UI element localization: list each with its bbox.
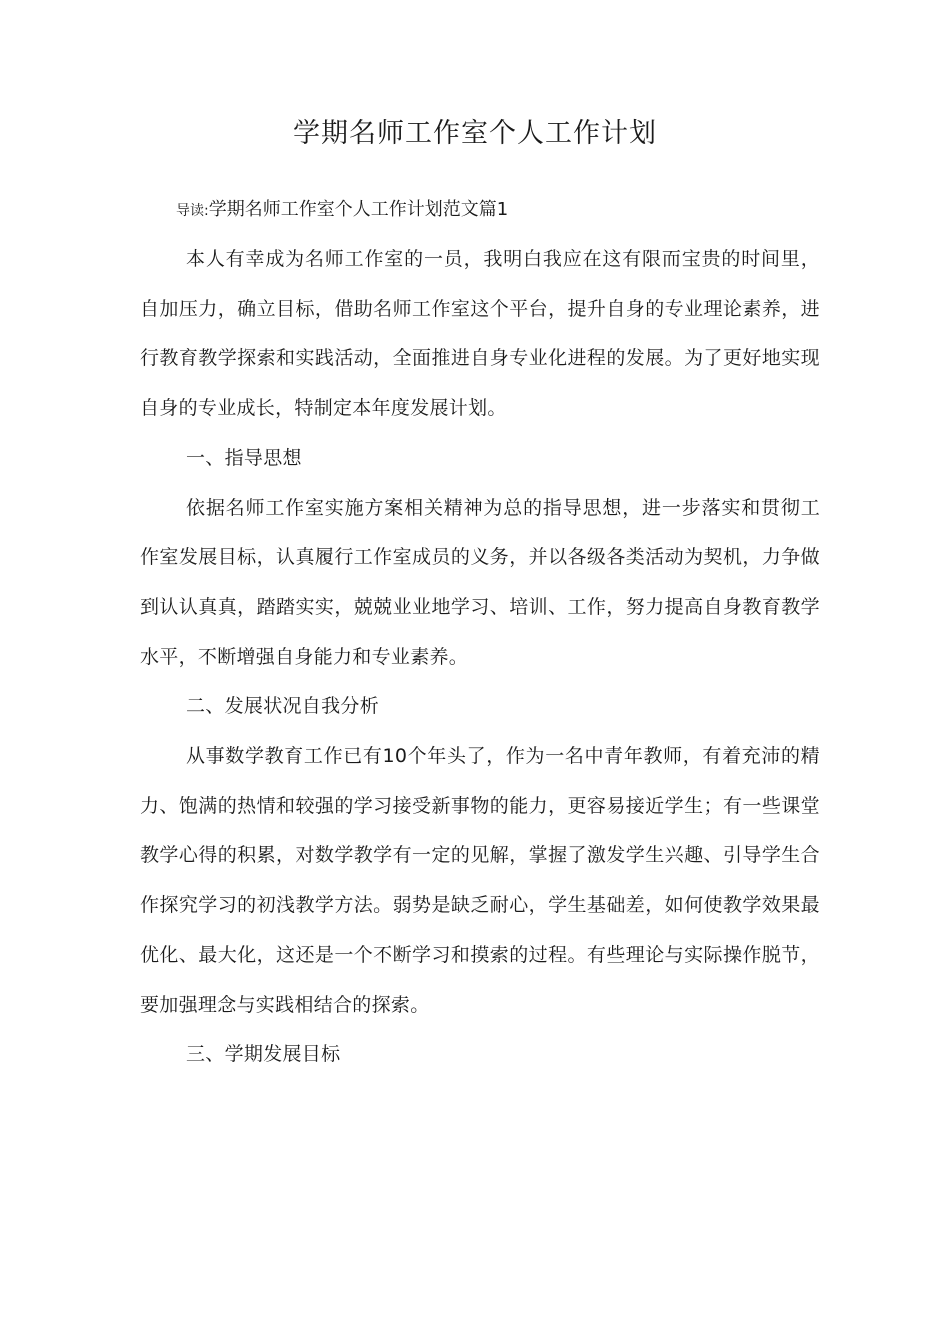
intro-text: 学期名师工作室个人工作计划范文篇1	[208, 199, 509, 220]
document-body	[140, 235, 820, 1080]
body-paragraph: 本人有幸成为名师工作室的一员，我明白我应在这有限而宝贵的时间里，自加压力，确立目标，借助名师工作室这个平台，提升自身的专业理论素养，进行教育教学探索和实践活动，全面推进自身专业化进程的发展。为了更好地实现自身的专业成长，特制定本年度发展计划。	[140, 248, 820, 420]
section-heading: 一、指导思想	[186, 446, 302, 469]
body-paragraph: 依据名师工作室实施方案相关精神为总的指导思想，进一步落实和贯彻工作室发展目标，认真履行工作室成员的义务，并以各级各类活动为契机，力争做到认认真真，踏踏实实，兢兢业业地学习、培训、工作，努力提高自身教育教学水平，不断增强自身能力和专业素养。	[140, 496, 820, 668]
intro-line	[176, 195, 508, 226]
intro-lead: 导读:	[176, 203, 209, 219]
body-paragraph: 从事数学教育工作已有10个年头了，作为一名中青年教师，有着充沛的精力、饱满的热情和较强的学习接受新事物的能力，更容易接近学生；有一些课堂教学心得的积累，对数学教学有一定的见解，掌握了激发学生兴趣、引导学生合作探究学习的初浅教学方法。弱势是缺乏耐心，学生基础差，如何使教学效果最优化、最大化，这还是一个不断学习和摸索的过程。有些理论与实际操作脱节，要加强理念与实践相结合的探索。	[140, 745, 820, 1016]
section-heading: 二、发展状况自我分析	[186, 695, 380, 718]
document-title: 学期名师工作室个人工作计划	[293, 118, 657, 149]
section-heading: 三、学期发展目标	[186, 1043, 341, 1066]
